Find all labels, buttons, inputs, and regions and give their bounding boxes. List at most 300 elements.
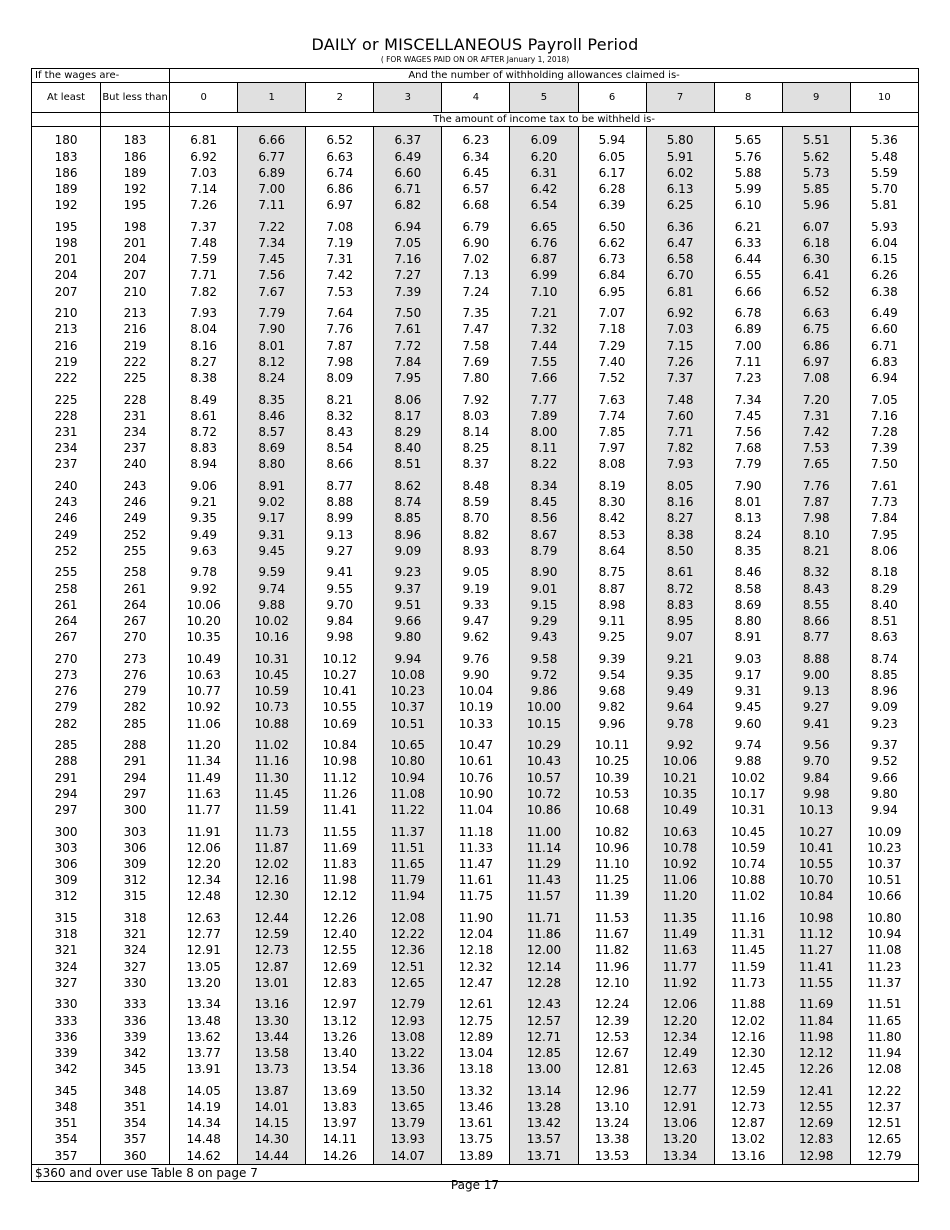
tax-amount-cell: 9.45: [238, 543, 306, 559]
tax-amount-cell: 11.96: [578, 959, 646, 975]
tax-amount-cell: 11.49: [646, 926, 714, 942]
tax-amount-cell: 5.59: [850, 165, 918, 181]
tax-amount-cell: 11.79: [374, 872, 442, 888]
tax-amount-cell: 8.83: [646, 597, 714, 613]
tax-amount-cell: 13.73: [238, 1061, 306, 1077]
tax-amount-cell: 12.87: [238, 959, 306, 975]
tax-amount-cell: 12.08: [850, 1061, 918, 1077]
tax-amount-cell: 11.12: [306, 770, 374, 786]
tax-amount-cell: 12.85: [510, 1045, 578, 1061]
tax-amount-cell: 7.03: [170, 165, 238, 181]
tax-amount-cell: 9.70: [782, 753, 850, 769]
tax-amount-cell: 11.20: [170, 737, 238, 753]
tax-amount-cell: 6.20: [510, 149, 578, 165]
tax-amount-cell: 13.75: [442, 1131, 510, 1147]
tax-amount-cell: 12.59: [238, 926, 306, 942]
at-least-cell: 330: [32, 996, 101, 1012]
tax-amount-cell: 12.20: [646, 1013, 714, 1029]
at-least-cell: 276: [32, 683, 101, 699]
tax-amount-cell: 12.93: [374, 1013, 442, 1029]
at-least-cell: 219: [32, 354, 101, 370]
tax-amount-cell: 7.71: [170, 267, 238, 283]
tax-amount-cell: 6.25: [646, 197, 714, 213]
at-least-cell: 288: [32, 753, 101, 769]
tax-amount-cell: 12.28: [510, 975, 578, 991]
tax-amount-cell: 7.67: [238, 284, 306, 300]
tax-amount-cell: 6.78: [714, 305, 782, 321]
tax-amount-cell: 6.15: [850, 251, 918, 267]
tax-amount-cell: 5.99: [714, 181, 782, 197]
tax-amount-cell: 7.76: [306, 321, 374, 337]
tax-amount-cell: 8.13: [714, 510, 782, 526]
tax-amount-cell: 11.26: [306, 786, 374, 802]
tax-amount-cell: 8.69: [714, 597, 782, 613]
table-row: [32, 581, 919, 597]
tax-amount-cell: 10.35: [646, 786, 714, 802]
but-less-than-cell: 240: [101, 456, 170, 472]
tax-amount-cell: 11.16: [714, 910, 782, 926]
tax-amount-cell: 10.39: [578, 770, 646, 786]
table-row: [32, 737, 919, 753]
tax-amount-cell: 11.77: [170, 802, 238, 818]
but-less-than-cell: 309: [101, 856, 170, 872]
at-least-cell: 243: [32, 494, 101, 510]
at-least-cell: 327: [32, 975, 101, 991]
tax-amount-cell: 12.89: [442, 1029, 510, 1045]
tax-amount-cell: 9.29: [510, 613, 578, 629]
tax-amount-cell: 6.92: [170, 149, 238, 165]
tax-amount-cell: 5.70: [850, 181, 918, 197]
tax-amount-cell: 8.17: [374, 408, 442, 424]
tax-amount-cell: 7.32: [510, 321, 578, 337]
tax-amount-cell: 7.52: [578, 370, 646, 386]
tax-amount-cell: 12.20: [170, 856, 238, 872]
tax-amount-cell: 5.88: [714, 165, 782, 181]
tax-amount-cell: 9.58: [510, 651, 578, 667]
tax-amount-cell: 12.22: [374, 926, 442, 942]
tax-amount-cell: 12.51: [850, 1115, 918, 1131]
tax-amount-cell: 6.63: [306, 149, 374, 165]
but-less-than-cell: 204: [101, 251, 170, 267]
tax-amount-cell: 7.84: [850, 510, 918, 526]
tax-amount-cell: 11.67: [578, 926, 646, 942]
tax-amount-cell: 9.92: [646, 737, 714, 753]
tax-amount-cell: 13.53: [578, 1148, 646, 1165]
at-least-cell: 204: [32, 267, 101, 283]
table-row: [32, 440, 919, 456]
tax-amount-cell: 6.52: [306, 132, 374, 148]
tax-amount-cell: 7.48: [646, 392, 714, 408]
table-row: [32, 543, 919, 559]
tax-amount-cell: 11.51: [850, 996, 918, 1012]
tax-amount-cell: 12.55: [306, 942, 374, 958]
tax-amount-cell: 6.37: [374, 132, 442, 148]
tax-amount-cell: 8.01: [714, 494, 782, 510]
tax-amount-cell: 13.46: [442, 1099, 510, 1115]
tax-amount-cell: 6.23: [442, 132, 510, 148]
tax-amount-cell: 12.79: [374, 996, 442, 1012]
at-least-cell: 300: [32, 824, 101, 840]
tax-amount-cell: 11.98: [782, 1029, 850, 1045]
tax-amount-cell: 8.16: [170, 338, 238, 354]
at-least-cell: 297: [32, 802, 101, 818]
at-least-cell: 237: [32, 456, 101, 472]
tax-amount-cell: 11.51: [374, 840, 442, 856]
but-less-than-cell: 291: [101, 753, 170, 769]
tax-amount-cell: 8.88: [782, 651, 850, 667]
tax-amount-cell: 8.08: [578, 456, 646, 472]
tax-amount-cell: 8.03: [442, 408, 510, 424]
tax-amount-cell: 7.14: [170, 181, 238, 197]
tax-amount-cell: 8.35: [238, 392, 306, 408]
table-row: [32, 975, 919, 991]
tax-amount-cell: 8.75: [578, 564, 646, 580]
tax-amount-cell: 9.92: [170, 581, 238, 597]
tax-amount-cell: 13.83: [306, 1099, 374, 1115]
but-less-than-cell: 312: [101, 872, 170, 888]
tax-amount-cell: 11.47: [442, 856, 510, 872]
tax-amount-cell: 8.40: [374, 440, 442, 456]
tax-amount-cell: 6.86: [782, 338, 850, 354]
table-row: [32, 527, 919, 543]
tax-amount-cell: 9.84: [306, 613, 374, 629]
tax-amount-cell: 11.18: [442, 824, 510, 840]
at-least-cell: 180: [32, 132, 101, 148]
tax-amount-cell: 7.50: [850, 456, 918, 472]
tax-amount-cell: 8.90: [510, 564, 578, 580]
tax-amount-cell: 11.14: [510, 840, 578, 856]
tax-amount-cell: 12.30: [238, 888, 306, 904]
table-row: [32, 1083, 919, 1099]
tax-amount-cell: 12.63: [170, 910, 238, 926]
tax-amount-cell: 8.27: [646, 510, 714, 526]
tax-amount-cell: 7.13: [442, 267, 510, 283]
tax-amount-cell: 7.39: [374, 284, 442, 300]
tax-amount-cell: 7.47: [442, 321, 510, 337]
tax-amount-cell: 6.66: [238, 132, 306, 148]
tax-amount-cell: 6.94: [374, 219, 442, 235]
tax-amount-cell: 8.59: [442, 494, 510, 510]
tax-amount-cell: 5.93: [850, 219, 918, 235]
tax-amount-cell: 7.72: [374, 338, 442, 354]
tax-amount-cell: 7.98: [306, 354, 374, 370]
table-row: [32, 132, 919, 148]
tax-amount-cell: 12.40: [306, 926, 374, 942]
tax-amount-cell: 8.27: [170, 354, 238, 370]
tax-amount-cell: 8.53: [578, 527, 646, 543]
at-least-header: At least: [32, 83, 101, 113]
tax-amount-cell: 10.29: [510, 737, 578, 753]
tax-amount-cell: 6.58: [646, 251, 714, 267]
tax-amount-cell: 12.02: [714, 1013, 782, 1029]
tax-amount-cell: 6.17: [578, 165, 646, 181]
tax-amount-cell: 12.00: [510, 942, 578, 958]
tax-amount-cell: 12.77: [170, 926, 238, 942]
tax-amount-cell: 8.72: [646, 581, 714, 597]
but-less-than-cell: 294: [101, 770, 170, 786]
at-least-cell: 186: [32, 165, 101, 181]
tax-amount-cell: 12.87: [714, 1115, 782, 1131]
tax-amount-cell: 13.91: [170, 1061, 238, 1077]
tax-amount-cell: 13.61: [442, 1115, 510, 1131]
tax-amount-cell: 7.53: [306, 284, 374, 300]
table-row: [32, 1061, 919, 1077]
tax-amount-cell: 7.71: [646, 424, 714, 440]
tax-amount-cell: 8.70: [442, 510, 510, 526]
tax-amount-cell: 12.02: [238, 856, 306, 872]
tax-amount-cell: 6.92: [646, 305, 714, 321]
tax-amount-cell: 13.71: [510, 1148, 578, 1165]
but-less-than-cell: 189: [101, 165, 170, 181]
tax-amount-cell: 10.57: [510, 770, 578, 786]
tax-amount-cell: 8.06: [850, 543, 918, 559]
tax-amount-cell: 13.32: [442, 1083, 510, 1099]
but-less-than-cell: 186: [101, 149, 170, 165]
tax-amount-cell: 7.92: [442, 392, 510, 408]
tax-amount-cell: 12.26: [782, 1061, 850, 1077]
tax-amount-cell: 8.38: [170, 370, 238, 386]
tax-amount-cell: 8.88: [306, 494, 374, 510]
tax-amount-cell: 11.59: [238, 802, 306, 818]
tax-amount-cell: 7.45: [238, 251, 306, 267]
tax-amount-cell: 7.79: [238, 305, 306, 321]
but-less-than-cell: 279: [101, 683, 170, 699]
tax-amount-cell: 8.66: [782, 613, 850, 629]
table-row: [32, 716, 919, 732]
allowance-col-10: 10: [850, 83, 918, 113]
at-least-cell: 249: [32, 527, 101, 543]
allowance-col-3: 3: [374, 83, 442, 113]
tax-amount-cell: 10.06: [170, 597, 238, 613]
table-row: [32, 564, 919, 580]
tax-amount-cell: 6.33: [714, 235, 782, 251]
tax-amount-cell: 13.06: [646, 1115, 714, 1131]
tax-amount-cell: 12.55: [782, 1099, 850, 1115]
but-less-than-cell: 219: [101, 338, 170, 354]
but-less-than-cell: 192: [101, 181, 170, 197]
tax-amount-cell: 7.37: [646, 370, 714, 386]
tax-amount-cell: 10.49: [646, 802, 714, 818]
tax-amount-cell: 8.61: [646, 564, 714, 580]
tax-amount-cell: 8.06: [374, 392, 442, 408]
tax-amount-cell: 8.48: [442, 478, 510, 494]
tax-amount-cell: 6.66: [714, 284, 782, 300]
tax-amount-cell: 8.67: [510, 527, 578, 543]
tax-amount-cell: 7.37: [170, 219, 238, 235]
table-row: [32, 181, 919, 197]
tax-amount-cell: 10.17: [714, 786, 782, 802]
tax-amount-cell: 12.30: [714, 1045, 782, 1061]
tax-amount-cell: 10.96: [578, 840, 646, 856]
tax-amount-cell: 8.14: [442, 424, 510, 440]
tax-amount-cell: 13.26: [306, 1029, 374, 1045]
table-row: [32, 354, 919, 370]
tax-amount-cell: 10.55: [306, 699, 374, 715]
but-less-than-cell: 342: [101, 1045, 170, 1061]
tax-amount-cell: 9.15: [510, 597, 578, 613]
but-less-than-cell: 348: [101, 1083, 170, 1099]
but-less-than-cell: 198: [101, 219, 170, 235]
tax-amount-cell: 7.44: [510, 338, 578, 354]
tax-amount-cell: 6.60: [374, 165, 442, 181]
but-less-than-cell: 246: [101, 494, 170, 510]
tax-amount-cell: 8.77: [782, 629, 850, 645]
but-less-than-cell: 258: [101, 564, 170, 580]
table-row: [32, 1115, 919, 1131]
tax-amount-cell: 10.55: [782, 856, 850, 872]
tax-amount-cell: 11.16: [238, 753, 306, 769]
tax-amount-cell: 10.02: [238, 613, 306, 629]
tax-amount-cell: 8.05: [646, 478, 714, 494]
but-less-than-cell: 234: [101, 424, 170, 440]
tax-amount-cell: 7.08: [306, 219, 374, 235]
tax-amount-cell: 10.74: [714, 856, 782, 872]
tax-amount-cell: 6.28: [578, 181, 646, 197]
withholding-table: [31, 68, 919, 1182]
tax-amount-cell: 12.61: [442, 996, 510, 1012]
but-less-than-cell: 351: [101, 1099, 170, 1115]
tax-amount-cell: 13.16: [714, 1148, 782, 1165]
tax-amount-cell: 12.12: [306, 888, 374, 904]
tax-amount-cell: 9.11: [578, 613, 646, 629]
at-least-cell: 264: [32, 613, 101, 629]
but-less-than-cell: 324: [101, 942, 170, 958]
tax-amount-cell: 6.81: [646, 284, 714, 300]
tax-amount-cell: 10.59: [238, 683, 306, 699]
tax-amount-cell: 7.42: [782, 424, 850, 440]
tax-amount-cell: 6.95: [578, 284, 646, 300]
tax-amount-cell: 6.84: [578, 267, 646, 283]
at-least-cell: 240: [32, 478, 101, 494]
tax-amount-cell: 8.85: [850, 667, 918, 683]
tax-amount-cell: 9.21: [170, 494, 238, 510]
tax-amount-cell: 12.41: [782, 1083, 850, 1099]
tax-amount-cell: 12.14: [510, 959, 578, 975]
tax-amount-cell: 14.44: [238, 1148, 306, 1165]
at-least-cell: 303: [32, 840, 101, 856]
tax-amount-cell: 8.51: [374, 456, 442, 472]
tax-amount-cell: 10.59: [714, 840, 782, 856]
tax-amount-cell: 6.65: [510, 219, 578, 235]
tax-amount-cell: 8.24: [238, 370, 306, 386]
tax-amount-cell: 9.78: [170, 564, 238, 580]
table-row: [32, 305, 919, 321]
tax-amount-cell: 8.99: [306, 510, 374, 526]
tax-amount-cell: 11.87: [238, 840, 306, 856]
tax-amount-cell: 8.11: [510, 440, 578, 456]
tax-amount-cell: 9.84: [782, 770, 850, 786]
tax-amount-cell: 11.84: [782, 1013, 850, 1029]
tax-amount-cell: 9.74: [238, 581, 306, 597]
tax-amount-cell: 7.08: [782, 370, 850, 386]
tax-amount-cell: 14.07: [374, 1148, 442, 1165]
tax-amount-cell: 7.05: [374, 235, 442, 251]
tax-amount-cell: 11.69: [306, 840, 374, 856]
tax-amount-cell: 12.43: [510, 996, 578, 1012]
tax-amount-cell: 9.90: [442, 667, 510, 683]
tax-amount-cell: 7.69: [442, 354, 510, 370]
tax-amount-cell: 10.65: [374, 737, 442, 753]
tax-amount-cell: 10.06: [646, 753, 714, 769]
at-least-cell: 246: [32, 510, 101, 526]
tax-amount-cell: 9.49: [170, 527, 238, 543]
tax-amount-cell: 9.96: [578, 716, 646, 732]
tax-amount-cell: 12.48: [170, 888, 238, 904]
tax-amount-cell: 11.77: [646, 959, 714, 975]
tax-amount-cell: 8.64: [578, 543, 646, 559]
tax-amount-cell: 11.63: [646, 942, 714, 958]
tax-amount-cell: 9.47: [442, 613, 510, 629]
tax-amount-cell: 6.63: [782, 305, 850, 321]
at-least-cell: 267: [32, 629, 101, 645]
tax-amount-cell: 11.29: [510, 856, 578, 872]
tax-amount-cell: 6.74: [306, 165, 374, 181]
tax-amount-cell: 8.46: [714, 564, 782, 580]
tax-amount-cell: 5.73: [782, 165, 850, 181]
tax-amount-cell: 9.17: [714, 667, 782, 683]
tax-amount-cell: 9.94: [850, 802, 918, 818]
tax-amount-cell: 8.93: [442, 543, 510, 559]
tax-amount-cell: 6.18: [782, 235, 850, 251]
tax-amount-cell: 6.68: [442, 197, 510, 213]
tax-amount-cell: 12.39: [578, 1013, 646, 1029]
tax-amount-cell: 7.80: [442, 370, 510, 386]
tax-amount-cell: 6.39: [578, 197, 646, 213]
tax-amount-cell: 8.43: [782, 581, 850, 597]
at-least-cell: 315: [32, 910, 101, 926]
at-least-cell: 294: [32, 786, 101, 802]
table-row: [32, 872, 919, 888]
tax-amount-cell: 14.30: [238, 1131, 306, 1147]
tax-amount-cell: 9.35: [170, 510, 238, 526]
tax-amount-cell: 10.37: [374, 699, 442, 715]
but-less-than-cell: 183: [101, 132, 170, 148]
tax-amount-cell: 8.25: [442, 440, 510, 456]
tax-amount-cell: 11.83: [306, 856, 374, 872]
tax-amount-cell: 10.51: [850, 872, 918, 888]
but-less-than-cell: 303: [101, 824, 170, 840]
at-least-cell: 228: [32, 408, 101, 424]
tax-amount-cell: 7.19: [306, 235, 374, 251]
tax-amount-cell: 11.65: [374, 856, 442, 872]
but-less-than-cell: 330: [101, 975, 170, 991]
tax-amount-cell: 11.31: [714, 926, 782, 942]
tax-amount-cell: 9.27: [306, 543, 374, 559]
but-less-than-cell: 315: [101, 888, 170, 904]
at-least-cell: 216: [32, 338, 101, 354]
tax-amount-cell: 7.74: [578, 408, 646, 424]
tax-amount-cell: 6.62: [578, 235, 646, 251]
tax-amount-cell: 7.77: [510, 392, 578, 408]
at-least-cell: 252: [32, 543, 101, 559]
tax-amount-cell: 10.12: [306, 651, 374, 667]
tax-amount-cell: 10.86: [510, 802, 578, 818]
table-row: [32, 996, 919, 1012]
tax-amount-cell: 12.44: [238, 910, 306, 926]
but-less-than-cell: 201: [101, 235, 170, 251]
tax-amount-cell: 10.33: [442, 716, 510, 732]
tax-amount-cell: 12.73: [238, 942, 306, 958]
but-less-than-cell: 300: [101, 802, 170, 818]
but-less-than-cell: 267: [101, 613, 170, 629]
tax-amount-cell: 10.20: [170, 613, 238, 629]
tax-amount-cell: 10.72: [510, 786, 578, 802]
tax-amount-cell: 8.43: [306, 424, 374, 440]
tax-amount-cell: 11.80: [850, 1029, 918, 1045]
tax-amount-cell: 12.91: [646, 1099, 714, 1115]
tax-amount-cell: 11.75: [442, 888, 510, 904]
tax-amount-cell: 6.38: [850, 284, 918, 300]
